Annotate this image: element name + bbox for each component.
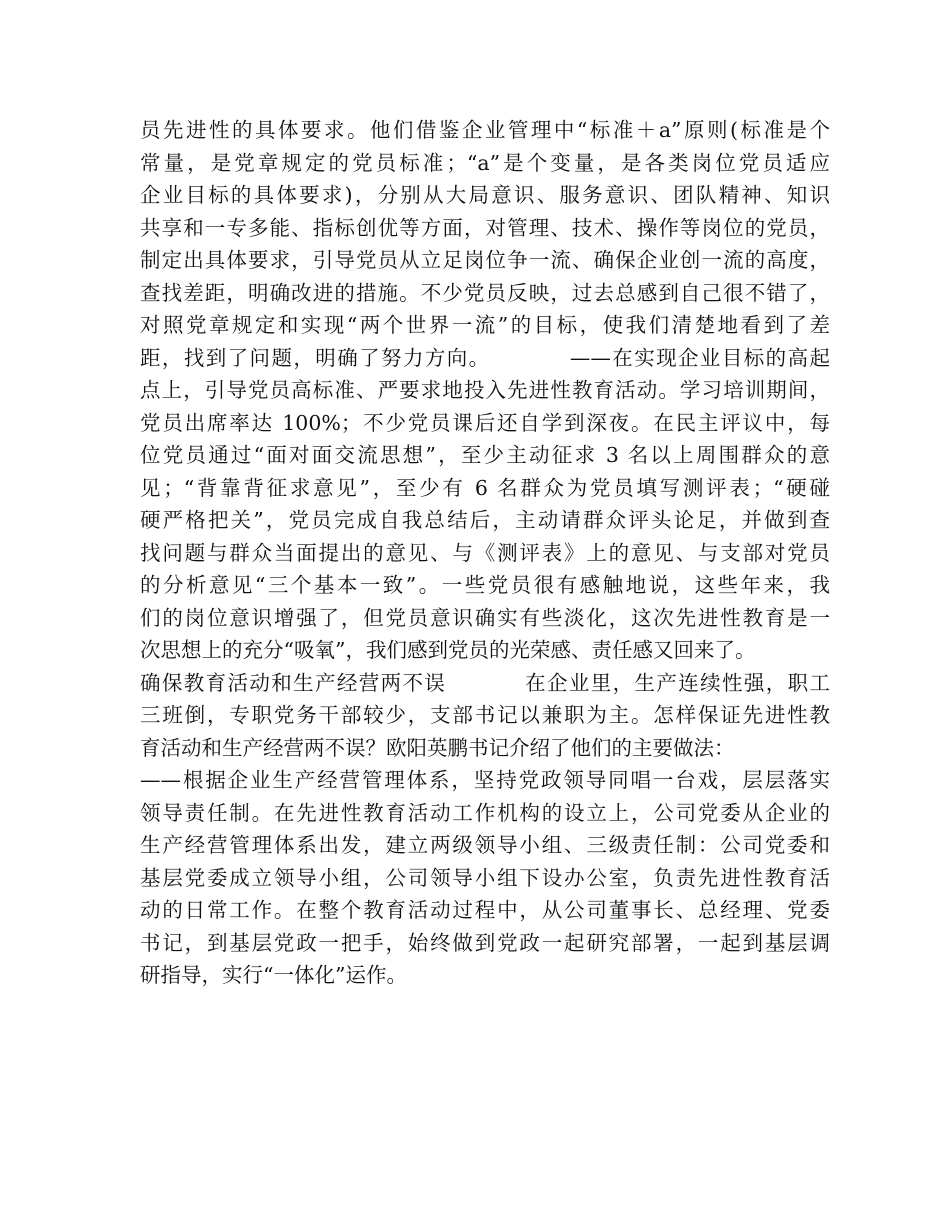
text-line: 的分析意见“三个基本一致”。一些党员很有感触地说，这些年来，我 xyxy=(140,573,830,597)
text-line: ——根据企业生产经营管理体系，坚持党政领导同唱一台戏，层层落实 xyxy=(140,768,830,792)
text-line: 企业目标的具体要求)，分别从大局意识、服务意识、团队精神、知识 xyxy=(140,183,830,207)
text-line: 点上，引导党员高标准、严要求地投入先进性教育活动。学习培训期间， xyxy=(140,378,830,402)
document-body xyxy=(140,114,830,992)
text-line: 动的日常工作。在整个教育活动过程中，从公司董事长、总经理、党委 xyxy=(140,898,830,922)
text-line: 次思想上的充分“吸氧”，我们感到党员的光荣感、责任感又回来了。 xyxy=(140,638,756,662)
text-line: 距，找到了问题，明确了努力方向。 ——在实现企业目标的高起 xyxy=(140,345,830,370)
text-line: 三班倒，专职党务干部较少，支部书记以兼职为主。怎样保证先进性教 xyxy=(140,703,830,727)
text-line: 制定出具体要求，引导党员从立足岗位争一流、确保企业创一流的高度， xyxy=(140,248,830,272)
text-line: 对照党章规定和实现“两个世界一流”的目标，使我们清楚地看到了差 xyxy=(140,313,830,337)
text-line: 研指导，实行“一体化”运作。 xyxy=(140,963,407,987)
text-line: 找问题与群众当面提出的意见、与《测评表》上的意见、与支部对党员 xyxy=(140,540,830,565)
text-line: 位党员通过“面对面交流思想”，至少主动征求 3 名以上周围群众的意 xyxy=(140,443,830,467)
text-line: 育活动和生产经营两不误？欧阳英鹏书记介绍了他们的主要做法： xyxy=(140,735,735,760)
text-line: 硬严格把关”，党员完成自我总结后，主动请群众评头论足，并做到查 xyxy=(140,508,830,532)
text-line: 常量，是党章规定的党员标准；“a”是个变量，是各类岗位党员适应 xyxy=(140,150,830,175)
text-line: 查找差距，明确改进的措施。不少党员反映，过去总感到自己很不错了， xyxy=(140,280,830,305)
text-line: 书记，到基层党政一把手，始终做到党政一起研究部署，一起到基层调 xyxy=(140,930,830,955)
text-line: 领导责任制。在先进性教育活动工作机构的设立上，公司党委从企业的 xyxy=(140,800,830,825)
section-heading-line: 确保教育活动和生产经营两不误 在企业里，生产连续性强，职工 xyxy=(140,670,830,695)
text-line: 员先进性的具体要求。他们借鉴企业管理中“标准＋a”原则(标准是个 xyxy=(140,118,830,142)
text-line: 生产经营管理体系出发，建立两级领导小组、三级责任制：公司党委和 xyxy=(140,833,830,857)
text-line: 们的岗位意识增强了，但党员意识确实有些淡化，这次先进性教育是一 xyxy=(140,605,830,630)
text-line: 党员出席率达 100%；不少党员课后还自学到深夜。在民主评议中，每 xyxy=(140,410,830,435)
text-line: 见；“背靠背征求意见”，至少有 6 名群众为党员填写测评表；“硬碰 xyxy=(140,475,830,500)
text-line: 基层党委成立领导小组，公司领导小组下设办公室，负责先进性教育活 xyxy=(140,865,830,890)
text-line: 共享和一专多能、指标创优等方面，对管理、技术、操作等岗位的党员， xyxy=(140,215,830,240)
